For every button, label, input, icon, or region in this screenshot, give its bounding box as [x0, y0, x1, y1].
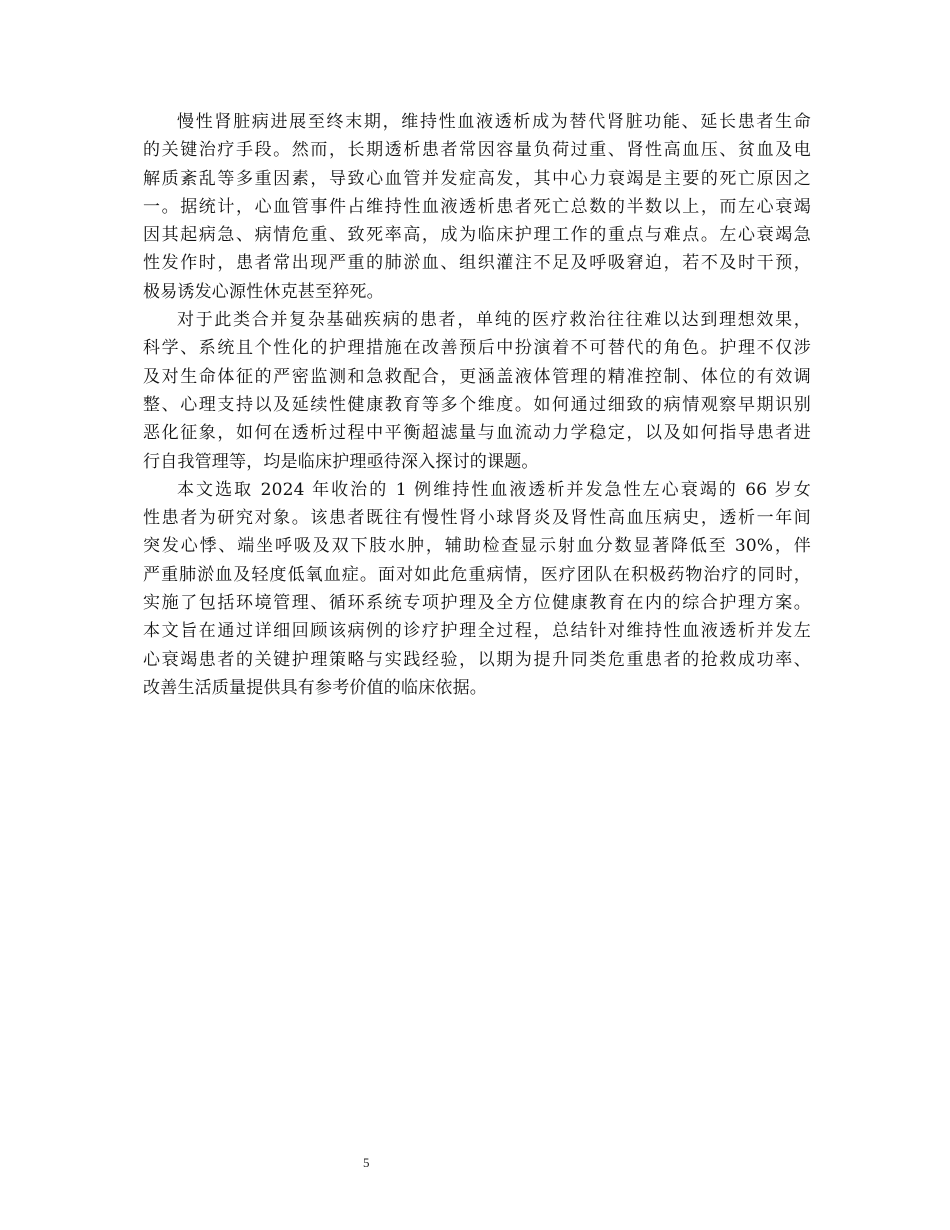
text-line: 本文选取 2024 年收治的 1 例维持性血液透析并发急性左心衰竭的 66 岁女 — [177, 479, 811, 500]
text-line: 本文旨在通过详细回顾该病例的诊疗护理全过程，总结针对维持性血液透析并发左 — [143, 621, 811, 642]
paragraph-2 — [143, 306, 811, 476]
text-line: 慢性肾脏病进展至终末期，维持性血液透析成为替代肾脏功能、延长患者生命 — [177, 112, 811, 132]
text-line: 严重肺淤血及轻度低氧血症。面对如此危重病情，医疗团队在积极药物治疗的同时， — [143, 564, 811, 585]
text-line: 整、心理支持以及延续性健康教育等多个维度。如何通过细致的病情观察早期识别 — [143, 394, 811, 415]
text-line: 实施了包括环境管理、循环系统专项护理及全方位健康教育在内的综合护理方案。 — [143, 593, 811, 614]
text-line: 行自我管理等，均是临床护理亟待深入探讨的课题。 — [143, 451, 539, 472]
text-line: 心衰竭患者的关键护理策略与实践经验，以期为提升同类危重患者的抢救成功率、 — [143, 649, 811, 670]
text-line: 突发心悸、端坐呼吸及双下肢水肿，辅助检查显示射血分数显著降低至 30%，伴 — [143, 536, 811, 557]
text-line: 解质紊乱等多重因素，导致心血管并发症高发，其中心力衰竭是主要的死亡原因之 — [143, 168, 811, 189]
text-line: 极易诱发心源性休克甚至猝死。 — [143, 281, 384, 302]
text-line: 因其起病急、病情危重、致死率高，成为临床护理工作的重点与难点。左心衰竭急 — [143, 225, 811, 246]
text-line: 性患者为研究对象。该患者既往有慢性肾小球肾炎及肾性高血压病史，透析一年间 — [143, 508, 811, 529]
page-number: 5 — [363, 1155, 370, 1170]
text-line: 一。据统计，心血管事件占维持性血液透析患者死亡总数的半数以上，而左心衰竭 — [143, 196, 811, 217]
text-line: 对于此类合并复杂基础疾病的患者，单纯的医疗救治往往难以达到理想效果， — [177, 310, 811, 331]
text-line: 及对生命体征的严密监测和急救配合，更涵盖液体管理的精准控制、体位的有效调 — [143, 366, 811, 387]
text-line: 的关键治疗手段。然而，长期透析患者常因容量负荷过重、肾性高血压、贫血及电 — [143, 140, 811, 161]
body-text — [143, 108, 811, 702]
paragraph-3 — [143, 476, 811, 702]
text-line: 改善生活质量提供具有参考价值的临床依据。 — [143, 677, 487, 698]
text-line: 科学、系统且个性化的护理措施在改善预后中扮演着不可替代的角色。护理不仅涉 — [143, 338, 811, 359]
paragraph-1 — [143, 108, 811, 306]
text-line: 性发作时，患者常出现严重的肺淤血、组织灌注不足及呼吸窘迫，若不及时干预， — [143, 253, 811, 274]
text-line: 恶化征象，如何在透析过程中平衡超滤量与血流动力学稳定，以及如何指导患者进 — [143, 423, 811, 444]
